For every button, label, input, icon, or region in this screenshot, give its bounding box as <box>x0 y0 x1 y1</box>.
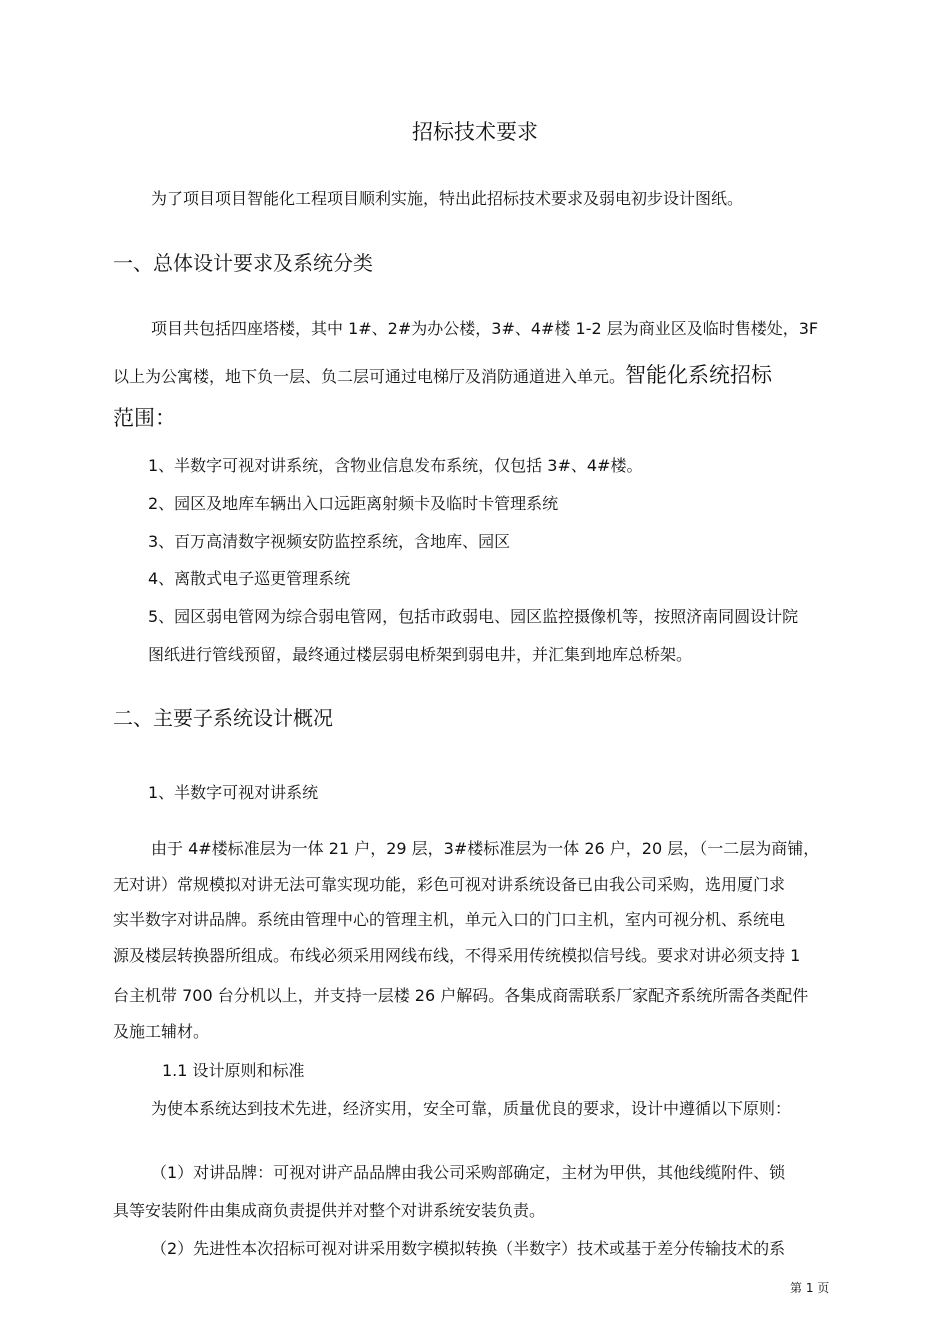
scope-label-continued: 范围： <box>113 406 176 430</box>
section-1-paragraph-line-1: 项目共包括四座塔楼，其中 1#、2#为办公楼，3#、4#楼 1-2 层为商业区及临时售楼处，3F <box>151 319 819 338</box>
subsection-1-paragraph-line-3: 实半数字对讲品牌。系统由管理中心的管理主机，单元入口的门口主机，室内可视分机、系统电 <box>113 910 786 929</box>
subsection-1-heading: 1、半数字可视对讲系统 <box>148 783 319 802</box>
scope-item-1: 1、半数字可视对讲系统，含物业信息发布系统，仅包括 3#、4#楼。 <box>148 456 643 475</box>
subsection-1-1-heading: 1.1 设计原则和标准 <box>162 1061 305 1080</box>
principle-1-line-1: （1）对讲品牌：可视对讲产品品牌由我公司采购部确定，主材为甲供，其他线缆附件、锁 <box>151 1163 786 1182</box>
paragraph-text: 以上为公寓楼，地下负一层、负二层可通过电梯厅及消防通道进入单元。 <box>113 367 626 386</box>
scope-item-4: 4、离散式电子巡更管理系统 <box>148 569 351 588</box>
subsection-1-1-intro: 为使本系统达到技术先进，经济实用，安全可靠，质量优良的要求，设计中遵循以下原则： <box>151 1099 792 1118</box>
scope-label: 智能化系统招标 <box>625 363 773 387</box>
subsection-1-paragraph-line-6: 及施工辅材。 <box>113 1022 210 1041</box>
scope-item-5-continued: 图纸进行管线预留，最终通过楼层弱电桥架到弱电井，并汇集到地库总桥架。 <box>148 645 693 664</box>
page-number: 第 1 页 <box>790 1281 830 1295</box>
page-title: 招标技术要求 <box>412 120 538 144</box>
scope-item-5: 5、园区弱电管网为综合弱电管网，包括市政弱电、园区监控摄像机等，按照济南同圆设计院 <box>148 607 799 626</box>
section-2-heading: 二、主要子系统设计概况 <box>113 706 333 730</box>
subsection-1-paragraph-line-4: 源及楼层转换器所组成。布线必须采用网线布线，不得采用传统模拟信号线。要求对讲必须支持 1 <box>113 946 801 965</box>
subsection-1-paragraph-line-2: 无对讲）常规模拟对讲无法可靠实现功能，彩色可视对讲系统设备已由我公司采购，选用厦门求 <box>113 875 786 894</box>
scope-item-3: 3、百万高清数字视频安防监控系统，含地库、园区 <box>148 532 511 551</box>
principle-1-line-2: 具等安装附件由集成商负责提供并对整个对讲系统安装负责。 <box>113 1201 546 1220</box>
principle-2-line-1: （2）先进性本次招标可视对讲采用数字模拟转换（半数字）技术或基于差分传输技术的系 <box>151 1239 786 1258</box>
subsection-1-paragraph-line-1: 由于 4#楼标准层为一体 21 户，29 层，3#楼标准层为一体 26 户，20 层，（一二层为商铺， <box>151 839 820 858</box>
section-1-heading: 一、总体设计要求及系统分类 <box>113 251 373 275</box>
intro-paragraph: 为了项目项目智能化工程项目顺利实施，特出此招标技术要求及弱电初步设计图纸。 <box>151 189 744 208</box>
section-1-paragraph-line-2 <box>113 364 772 388</box>
scope-item-2: 2、园区及地库车辆出入口远距离射频卡及临时卡管理系统 <box>148 494 559 513</box>
subsection-1-paragraph-line-5: 台主机带 700 台分机以上，并支持一层楼 26 户解码。各集成商需联系厂家配齐系统所需各类配件 <box>113 986 809 1005</box>
